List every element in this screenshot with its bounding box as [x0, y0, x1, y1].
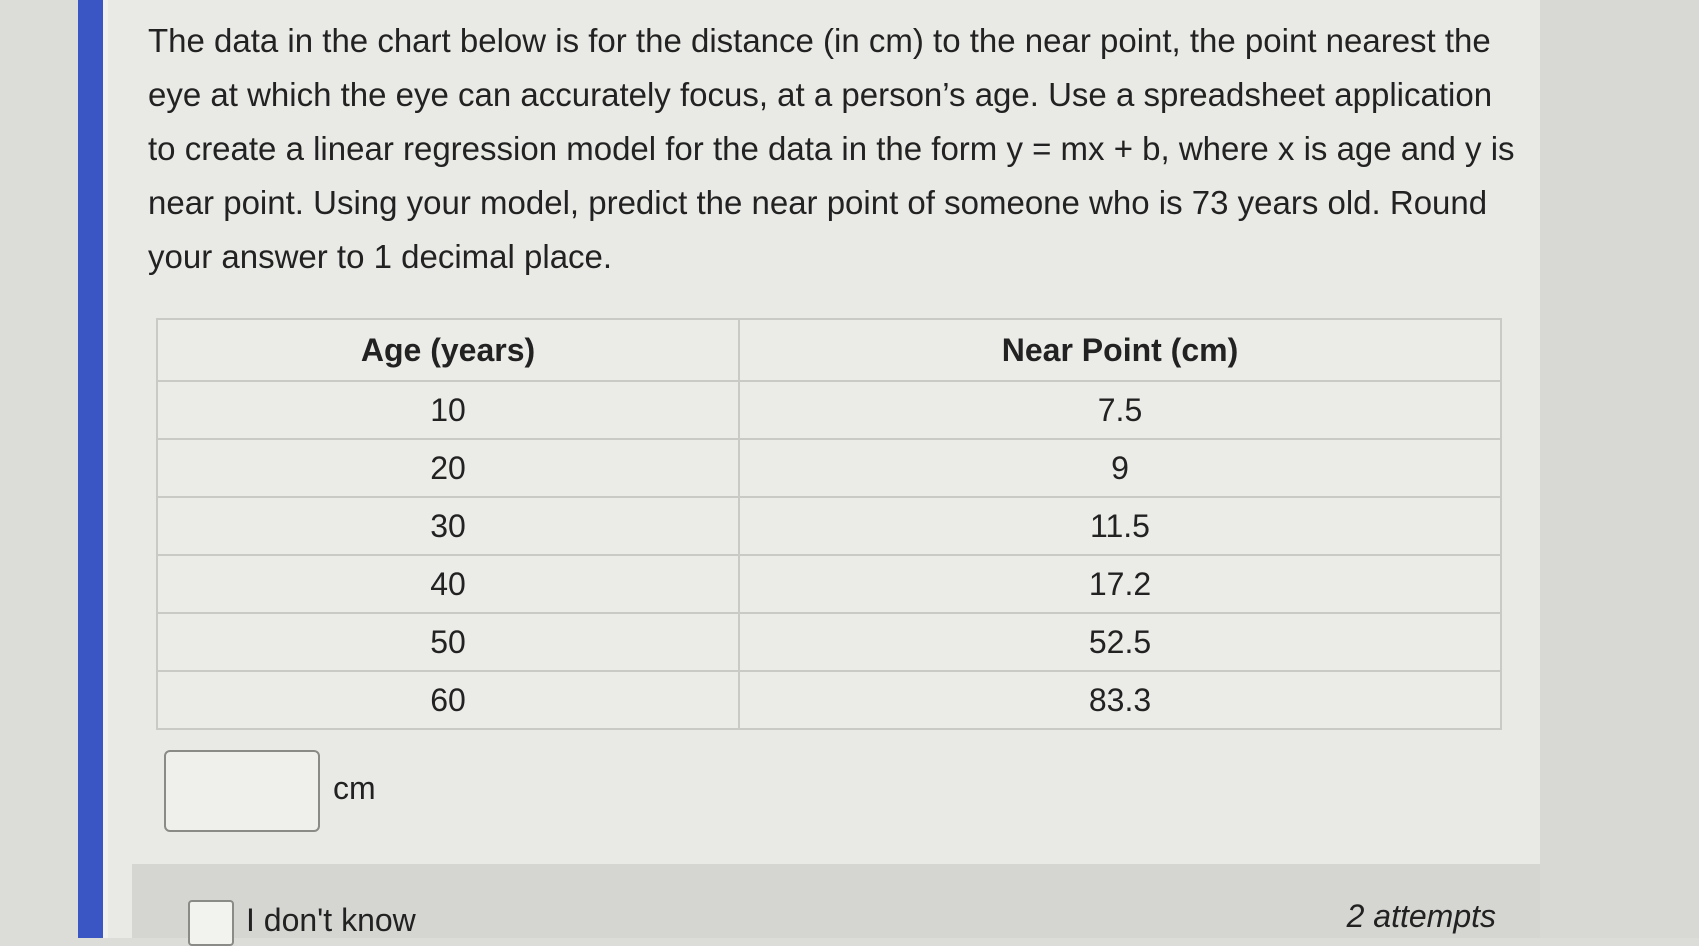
- cell-near-point: 7.5: [739, 381, 1501, 439]
- cell-age: 30: [157, 497, 739, 555]
- table-header-row: [157, 319, 1501, 381]
- cell-near-point: 9: [739, 439, 1501, 497]
- table-row: [157, 439, 1501, 497]
- answer-unit-label: cm: [333, 770, 376, 806]
- cell-age: 10: [157, 381, 739, 439]
- table-row: [157, 555, 1501, 613]
- cell-near-point: 83.3: [739, 671, 1501, 729]
- question-panel: [108, 0, 1540, 938]
- header-age: Age (years): [157, 319, 739, 381]
- cell-age: 40: [157, 555, 739, 613]
- footer-bar: [132, 864, 1540, 938]
- table-row: [157, 381, 1501, 439]
- answer-input[interactable]: [164, 750, 320, 832]
- cell-age: 20: [157, 439, 739, 497]
- cell-near-point: 52.5: [739, 613, 1501, 671]
- table-row: [157, 671, 1501, 729]
- cell-near-point: 11.5: [739, 497, 1501, 555]
- data-table: [156, 318, 1502, 730]
- table-row: [157, 497, 1501, 555]
- dont-know-checkbox[interactable]: [188, 900, 234, 946]
- question-text: The data in the chart below is for the distance (in cm) to the near point, the point nearest the eye at which the eye can accurately focus, at a person’s age. Use a spreadsheet application to create a linear regression model for the data in the form y = mx + b, where x is age and y is near point. Using your model, predict the near point of someone who is 73 years old. Round your answer to 1 decimal place.: [148, 22, 1515, 275]
- cell-age: 50: [157, 613, 739, 671]
- left-accent-bar: [78, 0, 108, 938]
- dont-know-label[interactable]: I don't know: [246, 902, 416, 938]
- attempts-count: 2 attempts: [1346, 898, 1496, 934]
- table-row: [157, 613, 1501, 671]
- cell-near-point: 17.2: [739, 555, 1501, 613]
- cell-age: 60: [157, 671, 739, 729]
- right-margin: [1540, 0, 1699, 938]
- header-near-point: Near Point (cm): [739, 319, 1501, 381]
